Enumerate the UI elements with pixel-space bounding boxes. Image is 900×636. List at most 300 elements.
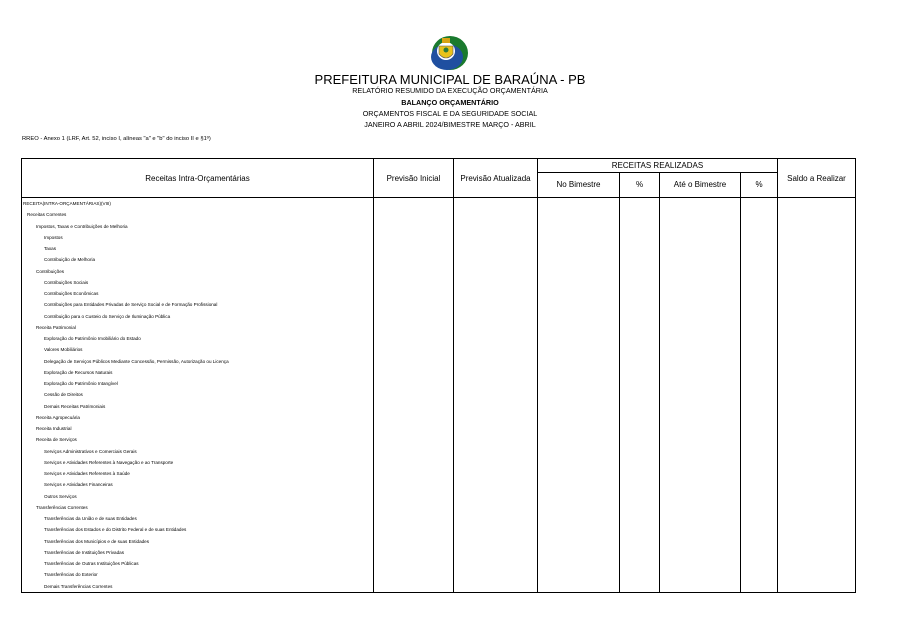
value-cell [741, 457, 778, 468]
table-row [22, 547, 856, 558]
row-label: Receita Agropecuária [22, 412, 374, 423]
value-cell [454, 423, 538, 434]
value-cell [660, 322, 741, 333]
value-cell [778, 412, 856, 423]
row-label: Outros Serviços [22, 491, 374, 502]
row-label: Taxas [22, 243, 374, 254]
table-row [22, 389, 856, 400]
row-label: Serviços e Atividades Referentes à Saúde [22, 468, 374, 479]
value-cell [778, 457, 856, 468]
row-label: Demais Receitas Patrimoniais [22, 401, 374, 412]
value-cell [741, 479, 778, 490]
value-cell [778, 299, 856, 310]
row-label: Transferências de Outras Instituições Públicas [22, 558, 374, 569]
row-label: Exploração do Patrimônio Imobiliário do Estado [22, 333, 374, 344]
value-cell [660, 389, 741, 400]
value-cell [660, 502, 741, 513]
value-cell [454, 434, 538, 445]
value-cell [660, 513, 741, 524]
value-cell [538, 322, 620, 333]
value-cell [454, 221, 538, 232]
value-cell [454, 367, 538, 378]
value-cell [374, 311, 454, 322]
row-label: Delegação de Serviços Públicos Mediante Concessão, Permissão, Autorização ou Licença [22, 356, 374, 367]
value-cell [454, 412, 538, 423]
value-cell [538, 491, 620, 502]
value-cell [660, 446, 741, 457]
row-label: Exploração do Patrimônio Intangível [22, 378, 374, 389]
value-cell [741, 221, 778, 232]
value-cell [620, 277, 660, 288]
table-row [22, 558, 856, 569]
value-cell [778, 434, 856, 445]
value-cell [374, 468, 454, 479]
value-cell [778, 569, 856, 580]
value-cell [374, 457, 454, 468]
value-cell [374, 243, 454, 254]
value-cell [778, 254, 856, 265]
value-cell [538, 536, 620, 547]
value-cell [660, 479, 741, 490]
row-label: Contribuição de Melhoria [22, 254, 374, 265]
value-cell [778, 423, 856, 434]
col-ate-bimestre-header: Até o Bimestre [660, 172, 741, 197]
value-cell [660, 491, 741, 502]
value-cell [620, 266, 660, 277]
value-cell [538, 389, 620, 400]
value-cell [374, 502, 454, 513]
value-cell [538, 288, 620, 299]
row-label: Transferências dos Estados e do Distrito Federal e de suas Entidades [22, 524, 374, 535]
col-previsao-inicial-header: Previsão Inicial [374, 159, 454, 198]
value-cell [454, 491, 538, 502]
value-cell [454, 378, 538, 389]
value-cell [778, 232, 856, 243]
value-cell [741, 311, 778, 322]
value-cell [620, 581, 660, 593]
value-cell [778, 333, 856, 344]
value-cell [454, 581, 538, 593]
value-cell [538, 277, 620, 288]
value-cell [454, 277, 538, 288]
value-cell [741, 254, 778, 265]
row-label: Receita Industrial [22, 423, 374, 434]
value-cell [454, 536, 538, 547]
value-cell [454, 333, 538, 344]
budget-table [21, 158, 856, 593]
value-cell [741, 558, 778, 569]
value-cell [778, 344, 856, 355]
value-cell [454, 468, 538, 479]
value-cell [538, 513, 620, 524]
row-label: Transferências dos Municípios e de suas Entidades [22, 536, 374, 547]
report-subtitle: RELATÓRIO RESUMIDO DA EXECUÇÃO ORÇAMENTÁRIA [352, 86, 548, 95]
value-cell [778, 401, 856, 412]
value-cell [660, 299, 741, 310]
value-cell [454, 311, 538, 322]
table-row [22, 491, 856, 502]
value-cell [778, 221, 856, 232]
value-cell [620, 356, 660, 367]
value-cell [620, 378, 660, 389]
value-cell [538, 333, 620, 344]
table-row [22, 412, 856, 423]
value-cell [741, 389, 778, 400]
value-cell [741, 299, 778, 310]
table-row [22, 232, 856, 243]
value-cell [620, 209, 660, 220]
value-cell [454, 266, 538, 277]
value-cell [620, 423, 660, 434]
value-cell [741, 412, 778, 423]
table-row [22, 311, 856, 322]
value-cell [454, 288, 538, 299]
value-cell [660, 243, 741, 254]
value-cell [778, 209, 856, 220]
value-cell [454, 502, 538, 513]
row-label: Valores Mobiliários [22, 344, 374, 355]
value-cell [741, 288, 778, 299]
row-label: Serviços e Atividades Financeiras [22, 479, 374, 490]
value-cell [660, 569, 741, 580]
value-cell [374, 389, 454, 400]
value-cell [374, 277, 454, 288]
col-pct1-header: % [620, 172, 660, 197]
table-row [22, 446, 856, 457]
value-cell [538, 311, 620, 322]
value-cell [454, 446, 538, 457]
col-no-bimestre-header: No Bimestre [538, 172, 620, 197]
value-cell [778, 311, 856, 322]
row-label: Impostos, Taxas e Contribuições de Melhoria [22, 221, 374, 232]
value-cell [778, 367, 856, 378]
value-cell [741, 569, 778, 580]
table-row [22, 277, 856, 288]
value-cell [660, 378, 741, 389]
value-cell [374, 367, 454, 378]
value-cell [374, 547, 454, 558]
value-cell [374, 491, 454, 502]
value-cell [374, 288, 454, 299]
value-cell [538, 524, 620, 535]
value-cell [620, 254, 660, 265]
value-cell [778, 479, 856, 490]
value-cell [374, 569, 454, 580]
value-cell [741, 536, 778, 547]
value-cell [741, 513, 778, 524]
value-cell [660, 254, 741, 265]
table-row [22, 502, 856, 513]
table-row [22, 378, 856, 389]
page-title: PREFEITURA MUNICIPAL DE BARAÚNA - PB [314, 72, 586, 87]
row-label: Transferências Correntes [22, 502, 374, 513]
value-cell [538, 232, 620, 243]
row-label: Cessão de Direitos [22, 389, 374, 400]
value-cell [660, 288, 741, 299]
value-cell [660, 277, 741, 288]
value-cell [620, 513, 660, 524]
value-cell [538, 502, 620, 513]
report-period: JANEIRO A ABRIL 2024/BIMESTRE MARÇO - ABRIL [364, 120, 536, 129]
value-cell [538, 468, 620, 479]
budget-scope: ORÇAMENTOS FISCAL E DA SEGURIDADE SOCIAL [362, 109, 538, 118]
value-cell [620, 457, 660, 468]
value-cell [741, 322, 778, 333]
value-cell [741, 491, 778, 502]
value-cell [620, 232, 660, 243]
row-label: Contribuições para Entidades Privadas de Serviço Social e de Formação Profissional [22, 299, 374, 310]
value-cell [538, 266, 620, 277]
value-cell [538, 401, 620, 412]
table-row [22, 513, 856, 524]
value-cell [538, 209, 620, 220]
value-cell [538, 479, 620, 490]
value-cell [620, 446, 660, 457]
value-cell [538, 344, 620, 355]
value-cell [741, 333, 778, 344]
value-cell [741, 367, 778, 378]
value-cell [374, 322, 454, 333]
row-label: Transferências de Instituições Privadas [22, 547, 374, 558]
table-row [22, 299, 856, 310]
row-label: Serviços Administrativos e Comerciais Gerais [22, 446, 374, 457]
value-cell [374, 446, 454, 457]
value-cell [374, 356, 454, 367]
value-cell [660, 311, 741, 322]
value-cell [620, 288, 660, 299]
value-cell [454, 569, 538, 580]
table-row [22, 524, 856, 535]
value-cell [660, 423, 741, 434]
value-cell [778, 198, 856, 210]
row-label: RECEITA(INTRA-ORÇAMENTÁRIAS)(VIII) [22, 198, 374, 210]
value-cell [454, 513, 538, 524]
value-cell [374, 423, 454, 434]
value-cell [454, 299, 538, 310]
value-cell [454, 479, 538, 490]
value-cell [741, 198, 778, 210]
value-cell [741, 356, 778, 367]
table-row [22, 254, 856, 265]
value-cell [620, 198, 660, 210]
value-cell [660, 468, 741, 479]
value-cell [538, 423, 620, 434]
value-cell [374, 581, 454, 593]
value-cell [374, 266, 454, 277]
table-row [22, 333, 856, 344]
value-cell [538, 378, 620, 389]
table-row [22, 367, 856, 378]
value-cell [660, 232, 741, 243]
value-cell [374, 479, 454, 490]
row-label: Contribuições Econômicas [22, 288, 374, 299]
col-receitas-realizadas-header: RECEITAS REALIZADAS [538, 159, 778, 173]
value-cell [374, 524, 454, 535]
value-cell [660, 266, 741, 277]
value-cell [454, 401, 538, 412]
value-cell [778, 389, 856, 400]
table-row [22, 322, 856, 333]
value-cell [778, 356, 856, 367]
table-row [22, 581, 856, 593]
table-row [22, 243, 856, 254]
municipal-coat-of-arms-logo [428, 33, 470, 71]
row-label: Demais Transferências Correntes [22, 581, 374, 593]
value-cell [454, 524, 538, 535]
value-cell [660, 367, 741, 378]
table-row [22, 569, 856, 580]
value-cell [778, 277, 856, 288]
value-cell [538, 581, 620, 593]
value-cell [538, 243, 620, 254]
table-row [22, 356, 856, 367]
value-cell [660, 221, 741, 232]
value-cell [620, 434, 660, 445]
value-cell [778, 266, 856, 277]
value-cell [620, 524, 660, 535]
value-cell [620, 569, 660, 580]
value-cell [620, 333, 660, 344]
value-cell [454, 243, 538, 254]
value-cell [741, 468, 778, 479]
value-cell [741, 446, 778, 457]
value-cell [620, 401, 660, 412]
row-label: Impostos [22, 232, 374, 243]
col-saldo-header: Saldo a Realizar [778, 159, 856, 198]
value-cell [741, 378, 778, 389]
value-cell [620, 311, 660, 322]
value-cell [374, 333, 454, 344]
value-cell [454, 547, 538, 558]
table-row [22, 536, 856, 547]
value-cell [660, 333, 741, 344]
value-cell [620, 322, 660, 333]
row-label: Transferências da União e de suas Entidades [22, 513, 374, 524]
value-cell [454, 209, 538, 220]
value-cell [538, 547, 620, 558]
row-label: Contribuições Sociais [22, 277, 374, 288]
value-cell [454, 344, 538, 355]
row-label: Receita de Serviços [22, 434, 374, 445]
value-cell [538, 434, 620, 445]
value-cell [374, 378, 454, 389]
report-name: BALANÇO ORÇAMENTÁRIO [401, 98, 499, 107]
value-cell [454, 389, 538, 400]
value-cell [374, 232, 454, 243]
value-cell [660, 434, 741, 445]
row-label: Exploração de Recursos Naturais [22, 367, 374, 378]
table-row [22, 288, 856, 299]
value-cell [538, 299, 620, 310]
value-cell [778, 558, 856, 569]
value-cell [454, 232, 538, 243]
value-cell [374, 221, 454, 232]
value-cell [660, 581, 741, 593]
value-cell [620, 558, 660, 569]
row-label: Serviços e Atividades Referentes à Navegação e ao Transporte [22, 457, 374, 468]
value-cell [538, 221, 620, 232]
value-cell [741, 434, 778, 445]
value-cell [660, 558, 741, 569]
value-cell [374, 412, 454, 423]
value-cell [620, 243, 660, 254]
table-row [22, 434, 856, 445]
value-cell [660, 344, 741, 355]
value-cell [741, 547, 778, 558]
col-pct2-header: % [741, 172, 778, 197]
value-cell [778, 524, 856, 535]
value-cell [660, 356, 741, 367]
value-cell [741, 266, 778, 277]
table-row [22, 401, 856, 412]
row-label: Contribuições [22, 266, 374, 277]
value-cell [741, 344, 778, 355]
value-cell [620, 299, 660, 310]
value-cell [778, 468, 856, 479]
table-row [22, 457, 856, 468]
table-row [22, 198, 856, 210]
value-cell [778, 378, 856, 389]
value-cell [374, 344, 454, 355]
value-cell [778, 243, 856, 254]
value-cell [741, 581, 778, 593]
value-cell [660, 547, 741, 558]
value-cell [660, 412, 741, 423]
value-cell [374, 254, 454, 265]
value-cell [620, 344, 660, 355]
value-cell [454, 356, 538, 367]
table-row [22, 209, 856, 220]
value-cell [620, 468, 660, 479]
table-row [22, 423, 856, 434]
value-cell [660, 401, 741, 412]
row-label: Transferências do Exterior [22, 569, 374, 580]
value-cell [660, 198, 741, 210]
value-cell [538, 254, 620, 265]
value-cell [538, 367, 620, 378]
table-body [22, 198, 856, 593]
value-cell [660, 536, 741, 547]
value-cell [620, 479, 660, 490]
value-cell [374, 198, 454, 210]
value-cell [778, 502, 856, 513]
value-cell [620, 536, 660, 547]
value-cell [454, 558, 538, 569]
value-cell [620, 491, 660, 502]
value-cell [374, 209, 454, 220]
value-cell [538, 356, 620, 367]
value-cell [741, 209, 778, 220]
value-cell [778, 322, 856, 333]
value-cell [538, 558, 620, 569]
table-row [22, 221, 856, 232]
value-cell [741, 524, 778, 535]
row-label: Receita Patrimonial [22, 322, 374, 333]
value-cell [660, 457, 741, 468]
value-cell [620, 412, 660, 423]
value-cell [454, 198, 538, 210]
value-cell [454, 254, 538, 265]
value-cell [741, 401, 778, 412]
value-cell [538, 412, 620, 423]
row-label: Receitas Correntes [22, 209, 374, 220]
value-cell [454, 457, 538, 468]
value-cell [620, 221, 660, 232]
col-receitas-header: Receitas Intra-Orçamentárias [22, 159, 374, 198]
annex-reference: RREO - Anexo 1 (LRF, Art. 52, inciso I, alíneas "a" e "b" do inciso II e §1º) [22, 136, 211, 142]
value-cell [778, 446, 856, 457]
value-cell [374, 401, 454, 412]
